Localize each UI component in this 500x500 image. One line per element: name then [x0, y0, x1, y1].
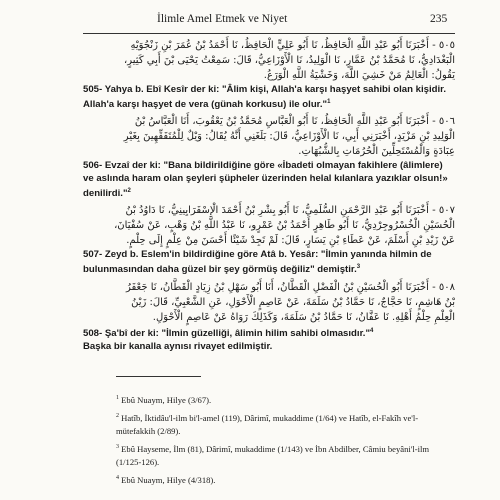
- translation-text: 505- Yahya b. Ebî Kesîr der ki: "Âlim kişi, Allah'a karşı haşyet sahibi olan kişidir. Allah'a karşı haşyet de vera (günah korkusu) ile olur.": [83, 84, 447, 111]
- arabic-line: الْعِلْمِ حِلْمُ أَهْلِهِ. نَا عَفَّانُ، نَا حَمَّادُ بْنُ سَلَمَةَ، وَكَذَلِكَ رَوَاهُ عَنْ عَاصِمٍ الْأَحْوَلِ.: [152, 311, 455, 323]
- footnote-ref: 3: [356, 264, 361, 271]
- arabic-text: [83, 203, 455, 248]
- footnote: [116, 392, 456, 406]
- arabic-text: [83, 38, 455, 83]
- main-text: [83, 38, 455, 356]
- turkish-translation: [83, 159, 455, 200]
- arabic-line: عَنْ زَيْدِ بْنِ أَسْلَمَ، عَنْ عَطَاءِ بْنِ يَسَارٍ، قَالَ: لَمْ تَجِدْ شَيْئًا أَحْسَنَ مِنْ عِلْمٍ إِلَى حِلْمٍ.: [126, 235, 455, 247]
- hadith-505: [83, 38, 455, 111]
- turkish-translation: [83, 83, 455, 111]
- translation-text: 506- Evzaî der ki: "Bana bildirildiğine göre «İbadeti olmayan fakihlere (âlimlere) ve aslında haram olan şeyleri şüpheler üzerinden helal kılanlara yazıklar olsun!» denilirdi.": [83, 160, 448, 200]
- arabic-line: ٥٠٦ - أَخْبَرَنَا أَبُو عَبْدِ اللَّهِ الْحَافِظُ، نَا أَبُو الْعَبَّاسِ مُحَمَّدُ بْنُ يَعْقُوبَ، أَنَا الْعَبَّاسُ بْنُ: [134, 116, 455, 128]
- footnote-text: Ebû Nuaym, Hilye (3/67).: [121, 394, 212, 405]
- footnote-ref: 1: [327, 99, 331, 105]
- header-title: İlimle Amel Etmek ve Niyet: [157, 13, 288, 25]
- arabic-line: الْحُسَيْنِ الْخُسْرُوجِرْدِيُّ، نَا أَبُو طَاهِرٍ أَحْمَدُ بْنُ عَمْرٍو، نَا عَبْدُ اللَّهِ بْنُ وَهْبٍ، عَنْ سُفْيَانَ،: [114, 220, 455, 232]
- footnote-number: 1: [116, 395, 119, 401]
- arabic-line: ٥٠٧ - أَخْبَرَنَا أَبُو عَبْدِ الرَّحْمَنِ السُّلَمِيُّ، نَا أَبُو بِشْرِ بْنُ أَحْمَدَ الْإِسْفَرَايِينِيُّ، نَا دَاوُدُ بْنُ: [125, 205, 455, 217]
- turkish-translation: [83, 248, 455, 276]
- header-rule: [83, 33, 455, 34]
- translation-text: 508- Şa'bî der ki: "İlmin güzelliği, âlimin hilim sahibi olmasıdır.": [83, 327, 371, 339]
- hadith-508: [83, 280, 455, 353]
- arabic-line: يَقُولُ: الْعَالِمُ مَنْ خَشِيَ اللَّهَ، وَخَشْيَةُ اللَّهِ الْوَرَعُ.: [263, 70, 455, 81]
- footnote: [116, 441, 456, 468]
- footnote-ref: 2: [127, 188, 131, 195]
- footnote-text: Ebû Nuaym, Hilye (4/318).: [121, 474, 216, 485]
- page-number: 235: [430, 13, 448, 25]
- footnote: [116, 410, 456, 437]
- footnote-text: Hatîb, İktidâu'l-ilm bi'l-amel (119), Dârimî, mukaddime (1/64) ve Hatîb, el-Fakîh ve'l-mütefakkih (2/89).: [116, 413, 419, 436]
- running-header: [0, 10, 500, 32]
- footnote-ref: 4: [370, 327, 374, 334]
- turkish-translation: [83, 325, 455, 340]
- arabic-line: عِبَادَةٍ وَالْمُسْتَحِلِّينَ الْحُرُمَاتِ بِالشُّبُهَاتِ.: [298, 146, 455, 158]
- arabic-line: بْنُ هَاشِمٍ، نَا حَجَّاجٌ، نَا حَمَّادُ بْنُ سَلَمَةَ، عَنْ عَاصِمٍ الْأَحْوَلِ، عَنِ الشَّعْبِيِّ، قَالَ: زَيْنُ: [131, 296, 455, 308]
- footnote-number: 4: [116, 475, 119, 482]
- footnote-rule: [116, 376, 201, 377]
- hadith-506: [83, 114, 455, 200]
- footnotes: [116, 392, 456, 490]
- translation-note: Başka bir kanalla aynısı rivayet edilmiştir.: [83, 340, 273, 352]
- arabic-line: الْوَلِيدِ بْنِ مَزْيَدٍ، أَخْبَرَنِي أَبِي، نَا الْأَوْزَاعِيُّ، قَالَ: بَلَغَنِي أَنَّهُ يُقَالُ: وَيْلٌ لِلْمُتَفَقِّهِينَ بِغَيْرِ: [123, 131, 455, 143]
- arabic-line: ٥٠٥ - أَخْبَرَنَا أَبُو عَبْدِ اللَّهِ الْحَافِظُ، نَا أَبُو عَلِيٍّ الْحَافِظُ، نَا أَحْمَدُ بْنُ عُمَرَ بْنِ زَنْجُوَيْهِ: [130, 40, 455, 51]
- arabic-line: ٥٠٨ - أَخْبَرَنَا أَبُو الْحُسَيْنِ بْنُ الْفَضْلِ الْقَطَّانُ، أَنَا أَبُو سَهْلِ بْنُ زِيَادٍ الْقَطَّانُ، نَا جَعْفَرُ: [125, 281, 455, 293]
- footnote-number: 2: [116, 413, 119, 420]
- footnote-number: 3: [116, 444, 119, 451]
- hadith-507: [83, 203, 455, 276]
- footnote-text: Ebû Hayseme, İlm (81), Dârimî, mukaddime (1/143) ve İbn Abdilber, Câmiu beyâni'l-ilm (1/125-126).: [116, 444, 430, 467]
- arabic-text: [83, 114, 455, 159]
- translation-text: 507- Zeyd b. Eslem'in bildirdiğine göre Atâ b. Yesâr: "İlmin yanında hilmin de bulunmasından daha güzel bir şey görmüş değiliz" demiştir.: [83, 249, 432, 276]
- footnote: [116, 472, 456, 486]
- arabic-line: الْبَغْدَادِيُّ، نَا مُحَمَّدُ بْنُ عَمَّارٍ، نَا الْوَلِيدُ، نَا الْأَوْزَاعِيُّ، قَالَ: سَمِعْتُ يَحْيَى بْنَ أَبِي كَثِيرٍ،: [124, 55, 455, 66]
- arabic-text: [83, 280, 455, 325]
